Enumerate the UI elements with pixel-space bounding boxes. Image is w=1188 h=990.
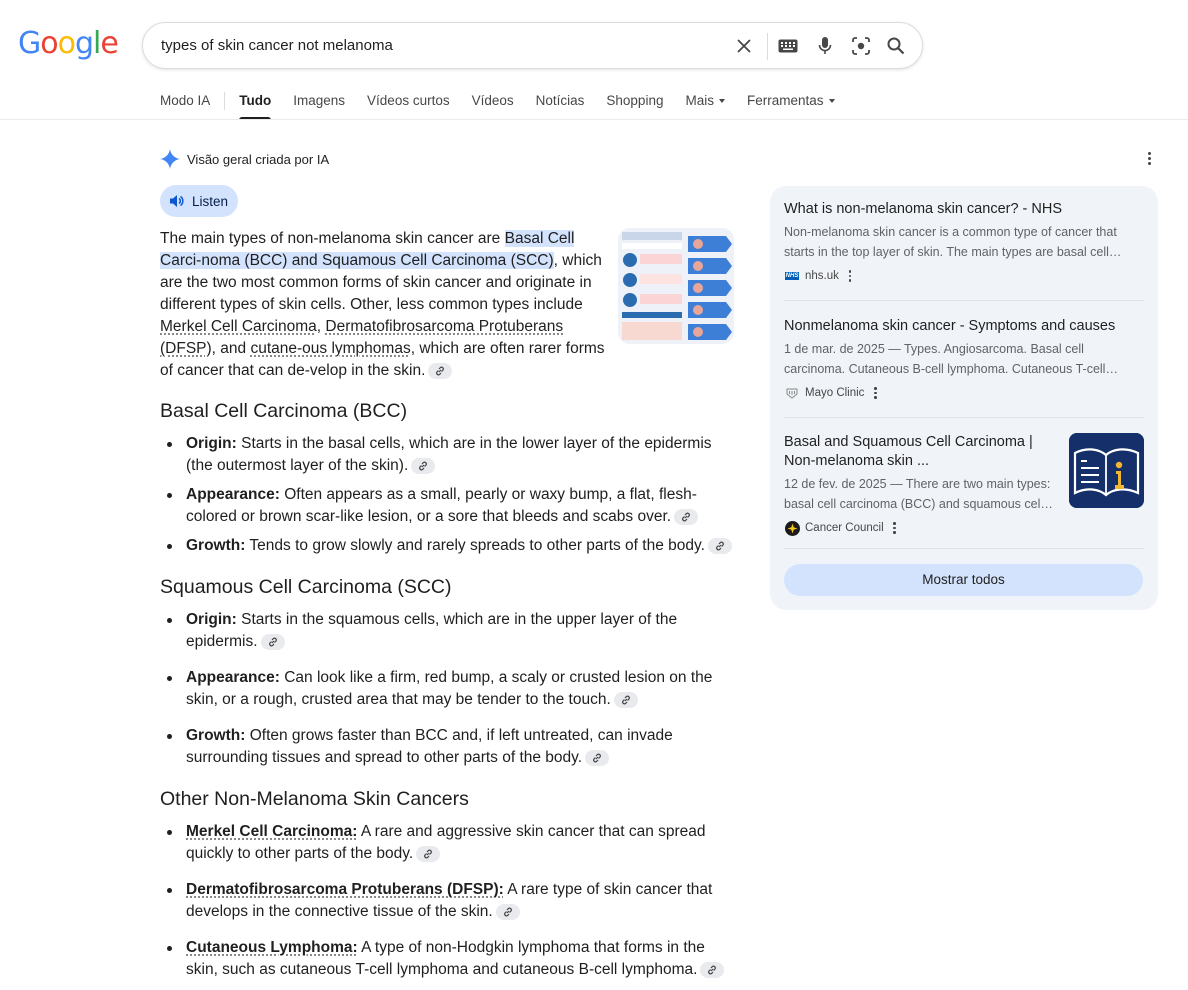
logo-letter: l bbox=[93, 26, 101, 61]
sparkle-icon bbox=[160, 149, 180, 169]
ai-intro-paragraph bbox=[160, 228, 606, 382]
tab-label: Ferramentas bbox=[746, 93, 824, 108]
highlight-text: noma (BCC) and Squamous Cell Carcinoma (SCC) bbox=[201, 252, 554, 269]
more-options-icon[interactable] bbox=[893, 521, 897, 535]
tab-label: Shopping bbox=[606, 93, 664, 108]
tab-separator bbox=[224, 92, 225, 110]
list-item bbox=[160, 725, 740, 769]
keyboard-icon[interactable] bbox=[776, 34, 800, 58]
source-snippet: Non-melanoma skin cancer is a common type of cancer that starts in the top layer of skin. The main types are basal cell… bbox=[784, 225, 1122, 259]
item-label: Growth: bbox=[186, 537, 246, 554]
tab-noticias[interactable] bbox=[536, 92, 585, 120]
source-card-nhs[interactable] bbox=[784, 200, 1144, 284]
google-logo[interactable] bbox=[18, 28, 118, 60]
tab-tudo[interactable] bbox=[239, 92, 271, 120]
item-text: A rare and aggressive skin cancer that can spread quickly to other parts of the body. bbox=[186, 823, 706, 862]
ai-overview-title: Visão geral criada por IA bbox=[187, 151, 330, 167]
logo-letter: o bbox=[40, 26, 58, 61]
list-item bbox=[160, 484, 740, 528]
tab-label: Mais bbox=[685, 93, 714, 108]
intro-text: , and bbox=[211, 340, 251, 357]
link-icon[interactable] bbox=[411, 458, 435, 474]
link-icon[interactable] bbox=[496, 904, 520, 920]
sources-panel bbox=[770, 186, 1158, 610]
source-site bbox=[784, 268, 1144, 284]
chevron-down-icon bbox=[829, 99, 835, 103]
clear-icon[interactable] bbox=[732, 34, 756, 58]
lymphoma-item-link[interactable]: Cutaneous Lymphoma: bbox=[186, 939, 358, 956]
intro-text: , which are the two most common forms of skin cancer and originate in different types of skin cells. Other, less common types include bbox=[160, 252, 602, 313]
more-options-icon[interactable] bbox=[873, 386, 877, 400]
item-text: Often grows faster than BCC and, if left untreated, can invade surrounding tissues and spread to other parts of the body. bbox=[186, 727, 673, 766]
link-icon[interactable] bbox=[261, 634, 285, 650]
source-title[interactable]: Nonmelanoma skin cancer - Symptoms and causes bbox=[784, 318, 1116, 334]
item-label: Growth: bbox=[186, 727, 246, 744]
lens-icon[interactable] bbox=[849, 34, 873, 58]
infographic-thumbnail[interactable] bbox=[618, 228, 734, 344]
scc-list bbox=[160, 609, 740, 769]
list-item bbox=[160, 667, 740, 711]
source-site-name: Mayo Clinic bbox=[805, 387, 865, 399]
chevron-down-icon bbox=[719, 99, 725, 103]
microphone-icon[interactable] bbox=[813, 34, 837, 58]
search-input[interactable]: types of skin cancer not melanoma bbox=[161, 37, 393, 54]
logo-letter: G bbox=[18, 26, 41, 61]
tab-label: Vídeos bbox=[471, 93, 514, 108]
logo-letter: o bbox=[57, 26, 75, 61]
dfsp-link[interactable]: Dermatofibrosarcoma Protuberans (DFSP) bbox=[160, 318, 564, 357]
more-options-icon[interactable] bbox=[1144, 152, 1154, 168]
item-label: Appearance: bbox=[186, 486, 280, 503]
list-item bbox=[160, 879, 740, 923]
list-item bbox=[160, 609, 740, 653]
source-site-name: nhs.uk bbox=[805, 270, 839, 282]
other-list bbox=[160, 821, 740, 981]
tab-imagens[interactable] bbox=[293, 92, 345, 120]
item-text: A rare type of skin cancer that develops in the connective tissue of the skin. bbox=[186, 881, 713, 920]
link-icon[interactable] bbox=[585, 750, 609, 766]
section-heading: Other Non-Melanoma Skin Cancers bbox=[160, 788, 469, 810]
list-item bbox=[160, 937, 740, 981]
link-icon[interactable] bbox=[674, 509, 698, 525]
cancer-council-icon bbox=[784, 520, 800, 536]
merkel-item-link[interactable]: Merkel Cell Carcinoma: bbox=[186, 823, 358, 840]
list-item bbox=[160, 433, 740, 477]
item-label: Origin: bbox=[186, 435, 237, 452]
item-text: Can look like a firm, red bump, a scaly or crusted lesion on the skin, or a rough, crusted area that may be tender to the touch. bbox=[186, 669, 713, 708]
divider bbox=[784, 417, 1144, 418]
source-site-name: Cancer Council bbox=[805, 522, 884, 534]
link-icon[interactable] bbox=[708, 538, 732, 554]
intro-text: , bbox=[316, 318, 326, 335]
mayo-clinic-icon bbox=[784, 385, 800, 401]
tab-label: Vídeos curtos bbox=[367, 93, 450, 108]
link-icon[interactable] bbox=[416, 846, 440, 862]
intro-text: The main types of non-melanoma skin cancer are bbox=[160, 230, 505, 247]
lymphoma-link[interactable]: cutane-ous lymphomas bbox=[250, 340, 411, 357]
link-icon[interactable] bbox=[700, 962, 724, 978]
source-snippet: 1 de mar. de 2025 — Types. Angiosarcoma. Basal cell carcinoma. Cutaneous B-cell lymphoma. Cutaneous T-cell… bbox=[784, 342, 1118, 376]
section-heading: Squamous Cell Carcinoma (SCC) bbox=[160, 576, 452, 598]
source-card-mayo[interactable] bbox=[784, 317, 1144, 401]
list-item bbox=[160, 821, 740, 865]
ai-overview-header bbox=[160, 149, 329, 169]
item-label: Appearance: bbox=[186, 669, 280, 686]
logo-letter: e bbox=[100, 26, 118, 61]
listen-button[interactable] bbox=[160, 185, 238, 217]
tab-shopping[interactable] bbox=[606, 92, 663, 120]
source-card-cancer-council[interactable] bbox=[784, 433, 1064, 536]
merkel-link[interactable]: Merkel Cell Carcinoma bbox=[160, 318, 317, 335]
link-icon[interactable] bbox=[614, 692, 638, 708]
nhs-icon bbox=[784, 268, 800, 284]
item-label: Origin: bbox=[186, 611, 237, 628]
tab-videos[interactable] bbox=[472, 92, 514, 120]
source-site bbox=[784, 385, 1144, 401]
tab-mais[interactable] bbox=[685, 92, 725, 120]
item-text: Often appears as a small, pearly or waxy bump, a flat, flesh-colored or brown scar-like lesion, or a sore that bleeds and scabs over. bbox=[186, 486, 697, 525]
dfsp-item-link[interactable]: Dermatofibrosarcoma Protuberans (DFSP): bbox=[186, 881, 504, 898]
section-heading: Basal Cell Carcinoma (BCC) bbox=[160, 400, 408, 422]
tab-videos-curtos[interactable] bbox=[367, 92, 450, 120]
speaker-icon bbox=[169, 194, 184, 208]
source-title[interactable]: What is non-melanoma skin cancer? - NHS bbox=[784, 201, 1063, 217]
divider bbox=[784, 548, 1144, 549]
source-title[interactable]: Basal and Squamous Cell Carcinoma | Non-melanoma skin ... bbox=[784, 434, 1033, 469]
header-divider bbox=[0, 119, 1188, 120]
more-options-icon[interactable] bbox=[848, 269, 852, 283]
listen-label: Listen bbox=[192, 193, 229, 209]
tab-modo-ia[interactable] bbox=[160, 92, 210, 120]
item-text: Starts in the squamous cells, which are in the upper layer of the epidermis. bbox=[186, 611, 678, 650]
source-thumbnail[interactable] bbox=[1069, 433, 1144, 508]
nhs-favicon-text: NHS bbox=[785, 273, 799, 279]
search-box[interactable] bbox=[142, 22, 923, 69]
source-snippet: 12 de fev. de 2025 — There are two main types: basal cell carcinoma (BCC) and squamous cel… bbox=[784, 477, 1053, 511]
intro-text: , which are often rarer forms of cancer that can de-velop in the skin. bbox=[160, 340, 605, 379]
item-text: Starts in the basal cells, which are in the lower layer of the epidermis (the outermost layer of the skin). bbox=[186, 435, 712, 474]
tab-label: Tudo bbox=[239, 93, 272, 108]
bcc-list bbox=[160, 433, 740, 557]
source-site bbox=[784, 520, 1064, 536]
link-icon[interactable] bbox=[428, 363, 452, 379]
logo-letter: g bbox=[74, 26, 94, 61]
search-divider bbox=[767, 33, 768, 60]
tab-ferramentas[interactable] bbox=[747, 92, 835, 120]
tab-label: Modo IA bbox=[160, 93, 211, 108]
list-item bbox=[160, 535, 740, 557]
search-icon[interactable] bbox=[884, 34, 908, 58]
item-text: Tends to grow slowly and rarely spreads to other parts of the body. bbox=[245, 537, 705, 554]
search-tabs bbox=[160, 92, 857, 120]
divider bbox=[784, 300, 1144, 301]
tab-label: Imagens bbox=[293, 93, 346, 108]
item-text: A type of non-Hodgkin lymphoma that forms in the skin, such as cutaneous T-cell lymphoma and cutaneous B-cell lymphoma. bbox=[186, 939, 705, 978]
show-all-button[interactable]: Mostrar todos bbox=[784, 564, 1143, 596]
highlight-text: Basal Cell Carci- bbox=[160, 230, 575, 269]
tab-label: Notícias bbox=[535, 93, 585, 108]
